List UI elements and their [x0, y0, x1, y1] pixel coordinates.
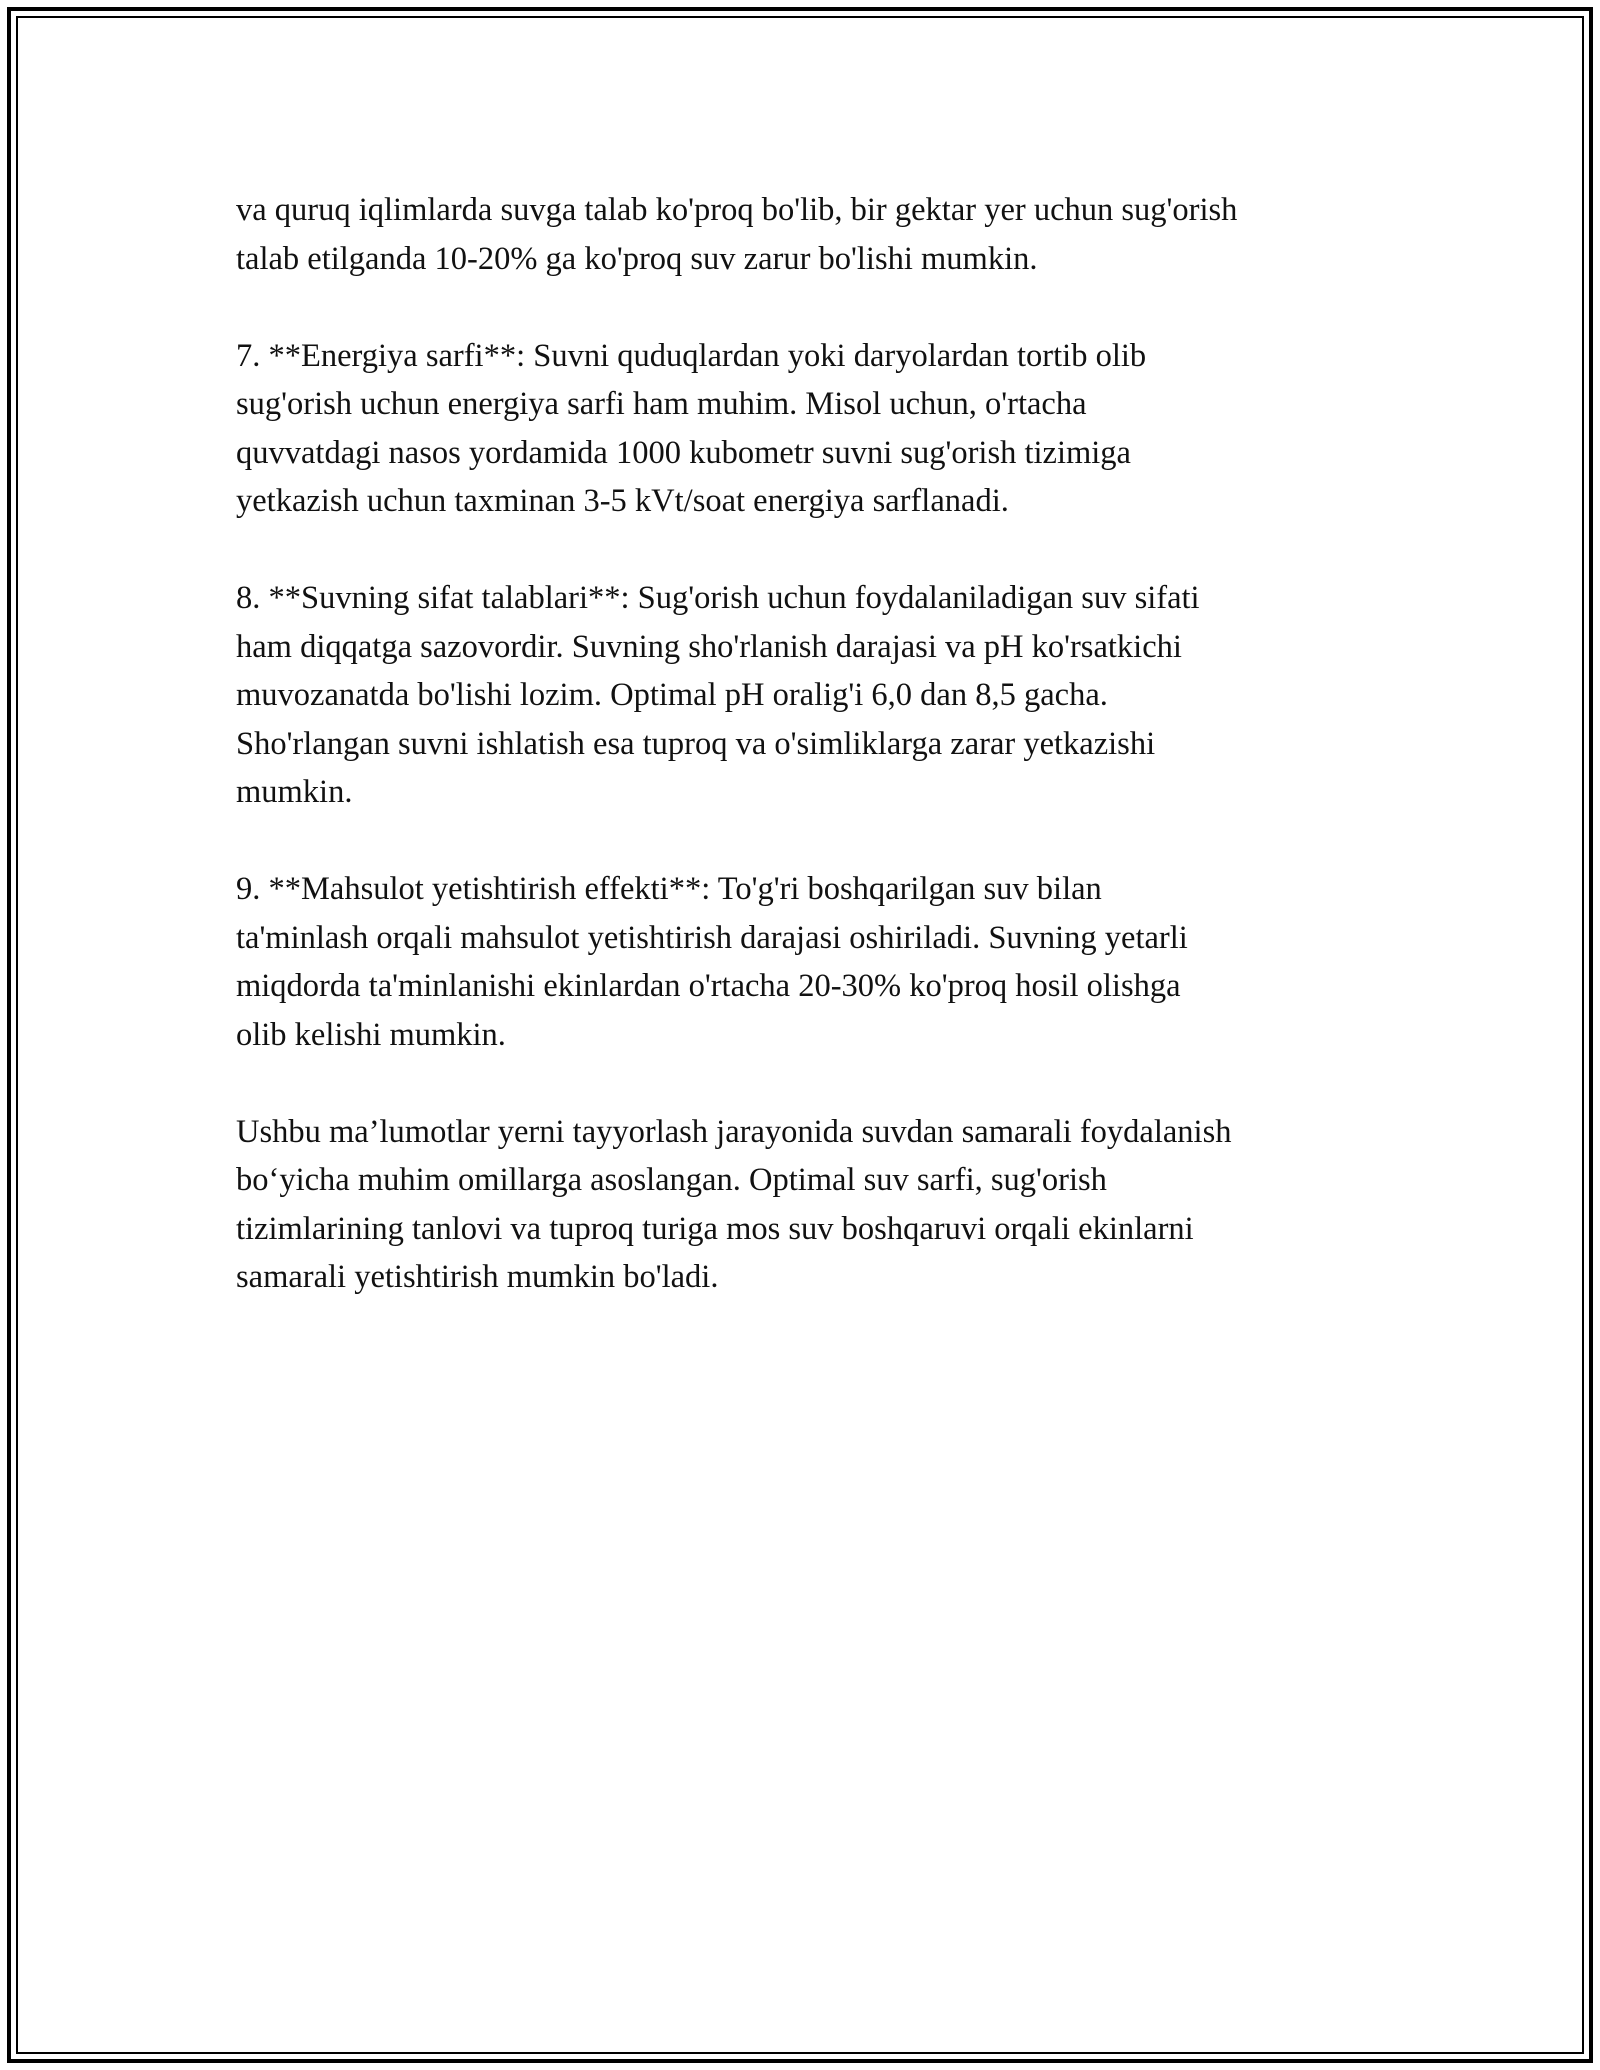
text-line: Sho'rlangan suvni ishlatish esa tuproq va o'simliklarga zarar yetkazishi [236, 725, 1156, 762]
paragraph-conclusion [236, 1108, 1376, 1302]
paragraph-yield-effect [236, 865, 1376, 1059]
document-body [236, 186, 1376, 1350]
text-line: samarali yetishtirish mumkin bo'ladi. [236, 1259, 719, 1295]
text-line: ta'minlash orqali mahsulot yetishtirish darajasi oshiriladi. Suvning yetarli [236, 919, 1188, 956]
text-line: miqdorda ta'minlanishi ekinlardan o'rtacha 20-30% ko'proq hosil olishga [236, 968, 1181, 1004]
text-line: 8. **Suvning sifat talablari**: Sug'orish uchun foydalaniladigan suv sifati [236, 580, 1200, 616]
text-line: sug'orish uchun energiya sarfi ham muhim. Misol uchun, o'rtacha [236, 386, 1087, 422]
paragraph-continuation [236, 186, 1376, 283]
paragraph-water-quality [236, 574, 1376, 817]
text-line: Ushbu ma’lumotlar yerni tayyorlash jarayonida suvdan samarali foydalanish [236, 1113, 1232, 1150]
text-line: bo‘yicha muhim omillarga asoslangan. Optimal suv sarfi, sug'orish [236, 1162, 1107, 1198]
text-line: quvvatdagi nasos yordamida 1000 kubometr suvni sug'orish tizimiga [236, 434, 1131, 471]
text-line: mumkin. [236, 774, 353, 810]
text-line: ham diqqatga sazovordir. Suvning sho'rlanish darajasi va pH ko'rsatkichi [236, 628, 1182, 665]
text-line: talab etilganda 10-20% ga ko'proq suv zarur bo'lishi mumkin. [236, 240, 1038, 277]
text-line: muvozanatda bo'lishi lozim. Optimal pH oralig'i 6,0 dan 8,5 gacha. [236, 677, 1108, 713]
text-line: va quruq iqlimlarda suvga talab ko'proq bo'lib, bir gektar yer uchun sug'orish [236, 192, 1238, 228]
paragraph-energy [236, 332, 1376, 526]
text-line: tizimlarining tanlovi va tuproq turiga mos suv boshqaruvi orqali ekinlarni [236, 1210, 1194, 1247]
text-line: olib kelishi mumkin. [236, 1016, 506, 1053]
text-line: yetkazish uchun taxminan 3-5 kVt/soat energiya sarflanadi. [236, 483, 1009, 519]
text-line: 9. **Mahsulot yetishtirish effekti**: To'g'ri boshqarilgan suv bilan [236, 871, 1102, 907]
text-line: 7. **Energiya sarfi**: Suvni quduqlardan yoki daryolardan tortib olib [236, 337, 1147, 374]
